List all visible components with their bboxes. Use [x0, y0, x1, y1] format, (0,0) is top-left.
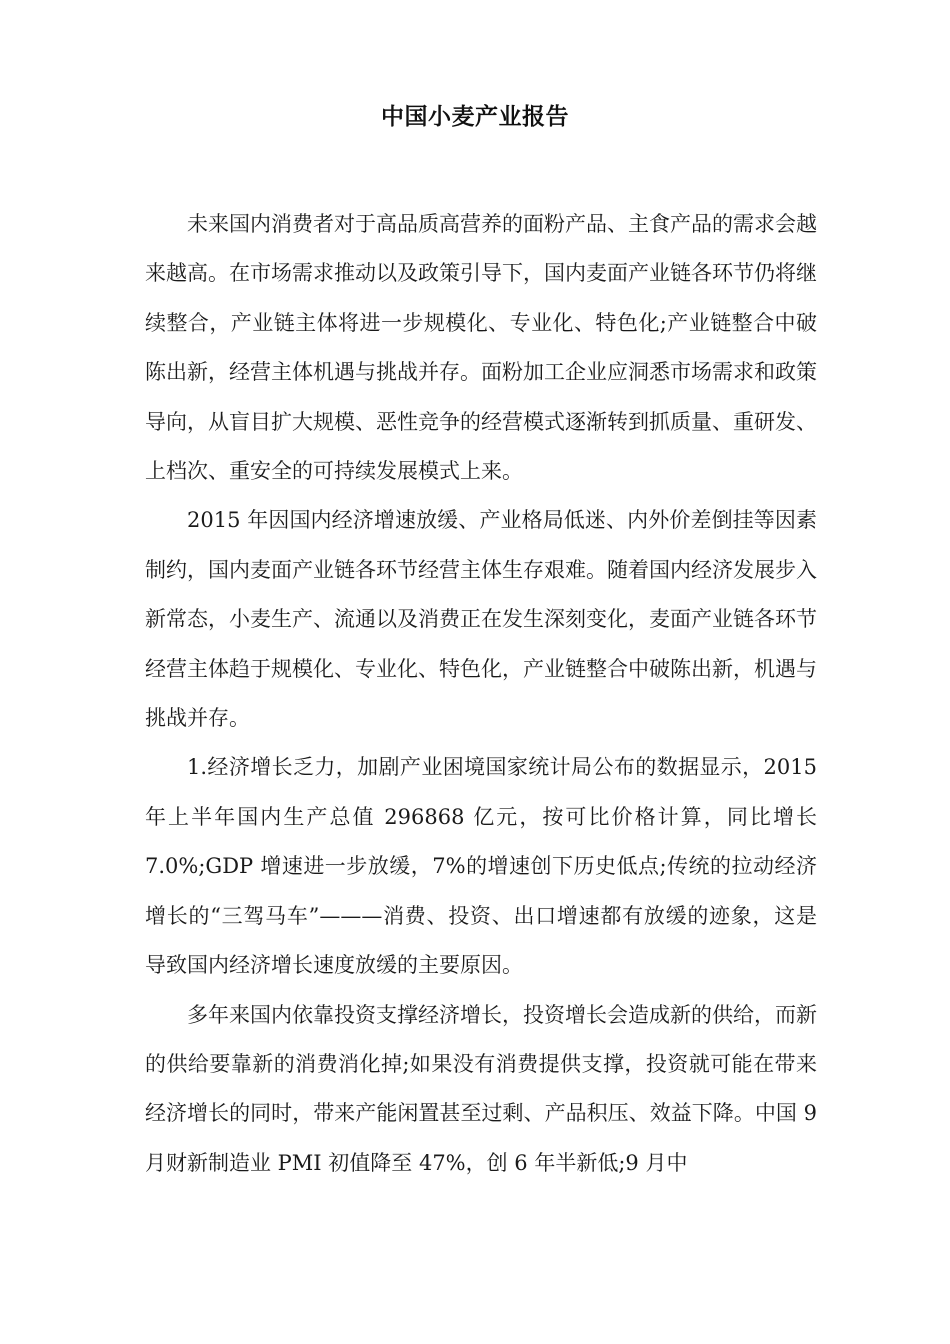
paragraph-2: 2015 年因国内经济增速放缓、产业格局低迷、内外价差倒挂等因素制约，国内麦面产业链各环节经营主体生存艰难。随着国内经济发展步入新常态，小麦生产、流通以及消费正在发生深刻变化，麦面产业链各环节经营主体趋于规模化、专业化、特色化，产业链整合中破陈出新，机遇与挑战并存。: [145, 508, 817, 731]
paragraph-4: 多年来国内依靠投资支撑经济增长，投资增长会造成新的供给，而新的供给要靠新的消费消化掉;如果没有消费提供支撑，投资就可能在带来经济增长的同时，带来产能闲置甚至过剩、产品积压、效益下降。中国 9 月财新制造业 PMI 初值降至 47%，创 6 年半新低;9 月中: [145, 1002, 817, 1175]
document-body: [145, 200, 817, 1188]
paragraph-1: 未来国内消费者对于高品质高营养的面粉产品、主食产品的需求会越来越高。在市场需求推动以及政策引导下，国内麦面产业链各环节仍将继续整合，产业链主体将进一步规模化、专业化、特色化;产业链整合中破陈出新，经营主体机遇与挑战并存。面粉加工企业应洞悉市场需求和政策导向，从盲目扩大规模、恶性竞争的经营模式逐渐转到抓质量、重研发、上档次、重安全的可持续发展模式上来。: [145, 212, 817, 484]
document-title: 中国小麦产业报告: [381, 104, 569, 130]
paragraph-3: 1.经济增长乏力，加剧产业困境国家统计局公布的数据显示，2015 年上半年国内生产总值 296868 亿元，按可比价格计算，同比增长 7.0%;GDP 增速进一步放缓，7%的增速创下历史低点;传统的拉动经济增长的“三驾马车”———消费、投资、出口增速都有放缓的迹象，这是导致国内经济增长速度放缓的主要原因。: [145, 755, 817, 978]
